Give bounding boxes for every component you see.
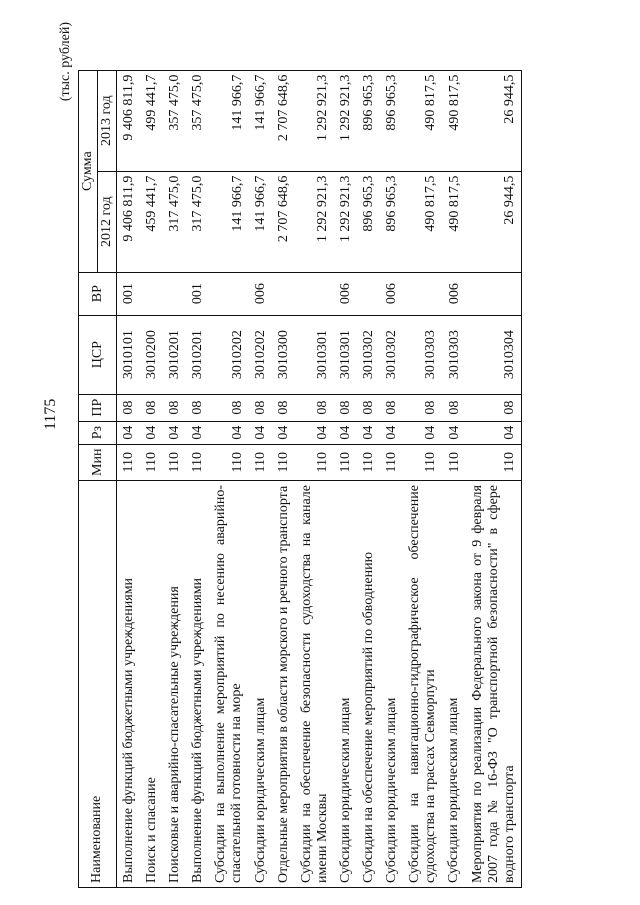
header-pr: ПР xyxy=(79,394,117,421)
row-min: 110 xyxy=(163,444,186,480)
row-name: Субсидии юридическим лицам xyxy=(380,481,403,888)
row-min: 110 xyxy=(403,444,442,480)
row-name: Субсидии на обеспечение безопасности судоходства на канале имени Москвы xyxy=(295,481,334,888)
row-pr: 08 xyxy=(272,394,295,421)
header-2013: 2013 год xyxy=(98,70,117,171)
row-name: Субсидии юридическим лицам xyxy=(334,481,357,888)
row-sum-2012: 141 966,7 xyxy=(249,171,272,272)
row-name: Субсидии юридическим лицам xyxy=(442,481,465,888)
row-name: Субсидии на обеспечение мероприятий по обводнению xyxy=(357,481,380,888)
row-sum-2012: 896 965,3 xyxy=(357,171,380,272)
row-vr: 006 xyxy=(249,272,272,315)
header-2012: 2012 год xyxy=(98,171,117,272)
row-vr xyxy=(466,272,522,315)
row-csr: 3010202 xyxy=(209,315,248,394)
row-sum-2013: 357 475,0 xyxy=(163,70,186,171)
header-csr: ЦСР xyxy=(79,315,117,394)
row-sum-2012: 490 817,5 xyxy=(442,171,465,272)
row-pr: 08 xyxy=(466,394,522,421)
table-row xyxy=(140,70,163,887)
row-csr: 3010202 xyxy=(249,315,272,394)
row-vr: 001 xyxy=(186,272,209,315)
row-csr: 3010201 xyxy=(186,315,209,394)
row-min: 110 xyxy=(442,444,465,480)
table-row xyxy=(209,70,248,887)
row-vr xyxy=(272,272,295,315)
row-sum-2013: 9 406 811,9 xyxy=(117,70,141,171)
row-csr: 3010302 xyxy=(357,315,380,394)
table-body xyxy=(117,70,522,887)
table-row xyxy=(380,70,403,887)
row-sum-2012: 2 707 648,6 xyxy=(272,171,295,272)
row-sum-2013: 1 292 921,3 xyxy=(334,70,357,171)
row-vr: 001 xyxy=(117,272,141,315)
row-rz: 04 xyxy=(209,421,248,444)
row-vr xyxy=(295,272,334,315)
row-vr xyxy=(140,272,163,315)
row-csr: 3010302 xyxy=(380,315,403,394)
row-min: 110 xyxy=(295,444,334,480)
row-sum-2013: 490 817,5 xyxy=(442,70,465,171)
row-csr: 3010301 xyxy=(295,315,334,394)
header-vr: ВР xyxy=(79,272,117,315)
row-sum-2013: 357 475,0 xyxy=(186,70,209,171)
row-csr: 3010200 xyxy=(140,315,163,394)
row-rz: 04 xyxy=(295,421,334,444)
table-row xyxy=(117,70,141,887)
table-row xyxy=(442,70,465,887)
rotated-page xyxy=(58,18,628,888)
row-sum-2013: 141 966,7 xyxy=(249,70,272,171)
row-sum-2012: 26 944,5 xyxy=(466,171,522,272)
row-vr xyxy=(163,272,186,315)
row-name: Субсидии на выполнение мероприятий по несению аварийно-спасательной готовности на море xyxy=(209,481,248,888)
table-row xyxy=(295,70,334,887)
row-name: Выполнение функций бюджетными учреждениями xyxy=(186,481,209,888)
row-rz: 04 xyxy=(334,421,357,444)
row-rz: 04 xyxy=(117,421,141,444)
row-pr: 08 xyxy=(403,394,442,421)
row-min: 110 xyxy=(186,444,209,480)
row-name: Субсидии юридическим лицам xyxy=(249,481,272,888)
row-sum-2013: 2 707 648,6 xyxy=(272,70,295,171)
row-rz: 04 xyxy=(163,421,186,444)
row-sum-2012: 459 441,7 xyxy=(140,171,163,272)
row-vr xyxy=(403,272,442,315)
header-rz: Рз xyxy=(79,421,117,444)
table-row xyxy=(163,70,186,887)
row-pr: 08 xyxy=(357,394,380,421)
row-sum-2013: 490 817,5 xyxy=(403,70,442,171)
row-rz: 04 xyxy=(380,421,403,444)
row-pr: 08 xyxy=(186,394,209,421)
table-row xyxy=(272,70,295,887)
row-name: Отдельные мероприятия в области морского и речного транспорта xyxy=(272,481,295,888)
row-rz: 04 xyxy=(466,421,522,444)
row-name: Субсидии на навигационно-гидрографическое обеспечение судоходства на трассах Севморпути xyxy=(403,481,442,888)
row-pr: 08 xyxy=(295,394,334,421)
page-number: 1175 xyxy=(42,398,59,430)
row-name: Поиск и спасание xyxy=(140,481,163,888)
row-pr: 08 xyxy=(380,394,403,421)
row-min: 110 xyxy=(209,444,248,480)
table-row xyxy=(186,70,209,887)
row-pr: 08 xyxy=(442,394,465,421)
row-name: Поисковые и аварийно-спасательные учреждения xyxy=(163,481,186,888)
row-csr: 3010304 xyxy=(466,315,522,394)
row-sum-2012: 317 475,0 xyxy=(163,171,186,272)
row-sum-2013: 141 966,7 xyxy=(209,70,248,171)
row-csr: 3010101 xyxy=(117,315,141,394)
row-vr: 006 xyxy=(380,272,403,315)
unit-note: (тыс. рублей) xyxy=(58,22,73,102)
budget-table xyxy=(78,70,522,888)
header-name: Наименование xyxy=(79,481,117,888)
row-csr: 3010303 xyxy=(403,315,442,394)
row-sum-2012: 896 965,3 xyxy=(380,171,403,272)
row-csr: 3010301 xyxy=(334,315,357,394)
row-rz: 04 xyxy=(249,421,272,444)
row-sum-2012: 1 292 921,3 xyxy=(334,171,357,272)
row-name: Выполнение функций бюджетными учреждениями xyxy=(117,481,141,888)
row-name: Мероприятия по реализации Федерального закона от 9 февраля 2007 года № 16-ФЗ "О транспортной безопасности" в сфере водного транспорта xyxy=(466,481,522,888)
row-sum-2013: 26 944,5 xyxy=(466,70,522,171)
row-min: 110 xyxy=(272,444,295,480)
row-min: 110 xyxy=(357,444,380,480)
row-csr: 3010201 xyxy=(163,315,186,394)
row-vr xyxy=(209,272,248,315)
row-pr: 08 xyxy=(249,394,272,421)
row-csr: 3010300 xyxy=(272,315,295,394)
row-sum-2013: 499 441,7 xyxy=(140,70,163,171)
row-pr: 08 xyxy=(209,394,248,421)
row-sum-2013: 896 965,3 xyxy=(357,70,380,171)
row-csr: 3010303 xyxy=(442,315,465,394)
row-rz: 04 xyxy=(403,421,442,444)
row-vr: 006 xyxy=(334,272,357,315)
row-min: 110 xyxy=(249,444,272,480)
row-rz: 04 xyxy=(272,421,295,444)
row-pr: 08 xyxy=(163,394,186,421)
header-sum: Сумма xyxy=(79,70,98,272)
table-row xyxy=(403,70,442,887)
row-min: 110 xyxy=(117,444,141,480)
table-row xyxy=(334,70,357,887)
row-min: 110 xyxy=(334,444,357,480)
row-rz: 04 xyxy=(186,421,209,444)
row-min: 110 xyxy=(380,444,403,480)
row-vr: 006 xyxy=(442,272,465,315)
row-pr: 08 xyxy=(334,394,357,421)
row-sum-2012: 317 475,0 xyxy=(186,171,209,272)
row-sum-2013: 896 965,3 xyxy=(380,70,403,171)
header-min: Мин xyxy=(79,444,117,480)
row-rz: 04 xyxy=(442,421,465,444)
row-pr: 08 xyxy=(117,394,141,421)
table-row xyxy=(466,70,522,887)
row-rz: 04 xyxy=(357,421,380,444)
row-vr xyxy=(357,272,380,315)
row-sum-2012: 9 406 811,9 xyxy=(117,171,141,272)
row-min: 110 xyxy=(466,444,522,480)
row-min: 110 xyxy=(140,444,163,480)
row-sum-2012: 141 966,7 xyxy=(209,171,248,272)
row-pr: 08 xyxy=(140,394,163,421)
table-row xyxy=(249,70,272,887)
table-row xyxy=(357,70,380,887)
row-rz: 04 xyxy=(140,421,163,444)
row-sum-2013: 1 292 921,3 xyxy=(295,70,334,171)
row-sum-2012: 490 817,5 xyxy=(403,171,442,272)
row-sum-2012: 1 292 921,3 xyxy=(295,171,334,272)
